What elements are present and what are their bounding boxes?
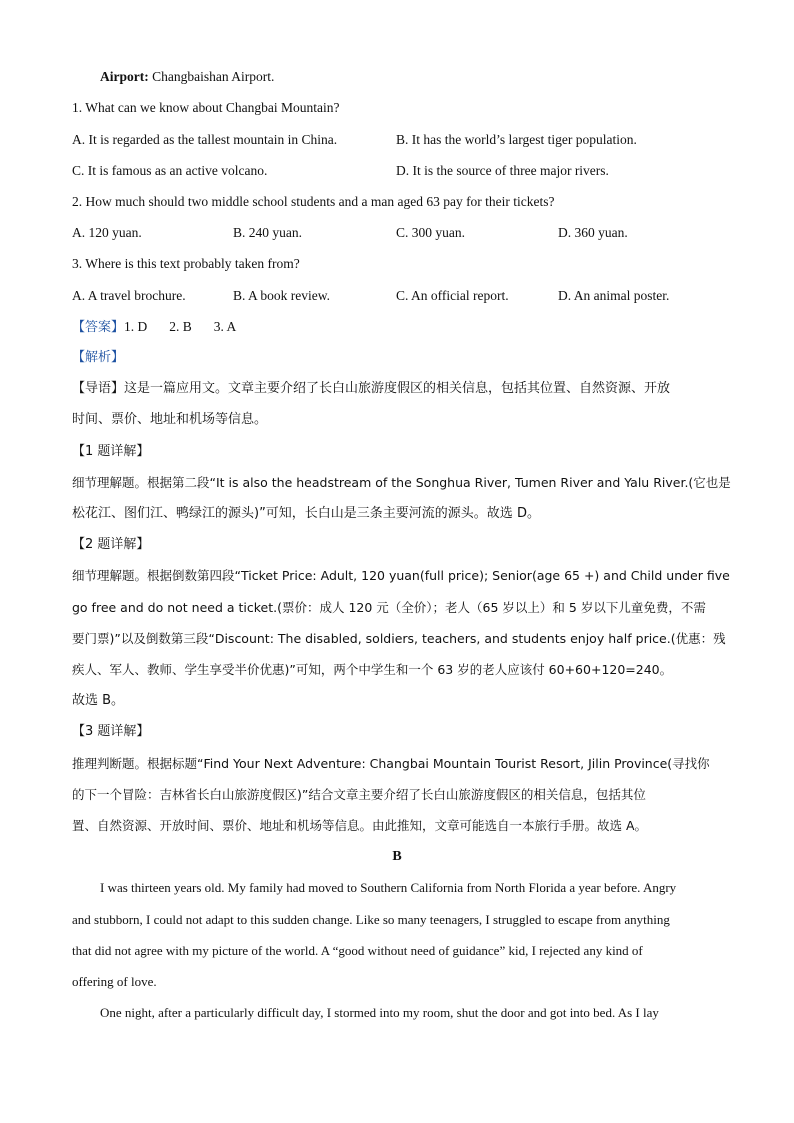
- airport-line: [100, 68, 750, 86]
- question-3-option-b: B. A book review.: [233, 288, 330, 303]
- q1-detail-line-2: 松花江、图们江、鸭绿江的源头)”可知，长白山是三条主要河流的源头。故选 D。: [72, 506, 540, 521]
- airport-label: Airport:: [100, 69, 149, 84]
- question-2-option-a: A. 120 yuan.: [72, 225, 142, 240]
- analysis-tag: 【解析】: [72, 350, 125, 365]
- question-3-option-c: C. An official report.: [396, 288, 509, 303]
- question-2-option-c: C. 300 yuan.: [396, 225, 465, 240]
- q3-detail-tag: 【3 题详解】: [72, 724, 150, 739]
- passage-p1-line-2: and stubborn, I could not adapt to this sudden change. Like so many teenagers, I struggled to escape from anything: [72, 912, 670, 927]
- answer-item-3: 3. A: [213, 319, 237, 334]
- answer-item-2: 2. B: [169, 319, 192, 334]
- answer-tag: 【答案】: [72, 320, 125, 335]
- passage-p2-line-1: One night, after a particularly difficult day, I stormed into my room, shut the door and got into bed. As I lay: [100, 1005, 659, 1020]
- q1-detail-tag: 【1 题详解】: [72, 444, 150, 459]
- guide-text-1: 这是一篇应用文。文章主要介绍了长白山旅游度假区的相关信息，包括其位置、自然资源、开放: [124, 381, 671, 396]
- passage-p1-line-4: offering of love.: [72, 974, 157, 989]
- question-2-option-d: D. 360 yuan.: [558, 225, 628, 240]
- q1-detail-line-1: 细节理解题。根据第二段“It is also the headstream of the Songhua River, Tumen River and Yalu River.(它也是: [72, 475, 731, 490]
- guide-line-1: [72, 380, 722, 398]
- question-3-option-a: A. A travel brochure.: [72, 288, 186, 303]
- guide-tag: 【导语】: [72, 381, 125, 396]
- airport-value: Changbaishan Airport.: [148, 69, 275, 84]
- question-1-option-a: A. It is regarded as the tallest mountain in China.: [72, 132, 338, 147]
- question-3-stem: 3. Where is this text probably taken from?: [72, 256, 300, 271]
- question-1-option-d: D. It is the source of three major rivers.: [396, 163, 609, 178]
- q3-detail-line-2: 的下一个冒险：吉林省长白山旅游度假区)”结合文章主要介绍了长白山旅游度假区的相关信息，包括其位: [72, 787, 646, 802]
- q2-detail-tag: 【2 题详解】: [72, 537, 150, 552]
- question-2-stem: 2. How much should two middle school students and a man aged 63 pay for their tickets?: [72, 194, 555, 209]
- q2-detail-line-1: 细节理解题。根据倒数第四段“Ticket Price: Adult, 120 yuan(full price); Senior(age 65 +) and Child under five: [72, 568, 730, 583]
- question-1-option-b: B. It has the world’s largest tiger population.: [396, 132, 637, 147]
- q3-detail-line-1: 推理判断题。根据标题“Find Your Next Adventure: Changbai Mountain Tourist Resort, Jilin Province(寻找你: [72, 756, 710, 771]
- section-b-heading: B: [392, 849, 402, 864]
- passage-p1-line-1: I was thirteen years old. My family had moved to Southern California from North Florida a year before. Angry: [100, 880, 677, 895]
- q2-detail-line-2: go free and do not need a ticket.(票价：成人 120 元（全价）；老人（65 岁以上）和 5 岁以下儿童免费，不需: [72, 600, 706, 615]
- q2-detail-line-4: 疾人、军人、教师、学生享受半价优惠)”可知，两个中学生和一个 63 岁的老人应该付 60+60+120=240。: [72, 662, 673, 677]
- passage-p1-line-3: that did not agree with my picture of the world. A “good without need of guidance” kid, I rejected any kind of: [72, 943, 643, 958]
- answer-row: [72, 318, 258, 337]
- q2-detail-line-5: 故选 B。: [72, 693, 125, 708]
- q3-detail-line-3: 置、自然资源、开放时间、票价、地址和机场等信息。由此推知，文章可能选自一本旅行手册。故选 A。: [72, 818, 648, 833]
- question-3-option-d: D. An animal poster.: [558, 288, 670, 303]
- q2-detail-line-3: 要门票)”以及倒数第三段“Discount: The disabled, soldiers, teachers, and students enjoy half price.(优惠：残: [72, 631, 726, 646]
- question-1-stem: 1. What can we know about Changbai Mountain?: [72, 100, 340, 115]
- question-1-option-c: C. It is famous as an active volcano.: [72, 163, 268, 178]
- answer-item-1: 1. D: [124, 319, 148, 334]
- question-2-option-b: B. 240 yuan.: [233, 225, 302, 240]
- guide-line-2: 时间、票价、地址和机场等信息。: [72, 412, 268, 427]
